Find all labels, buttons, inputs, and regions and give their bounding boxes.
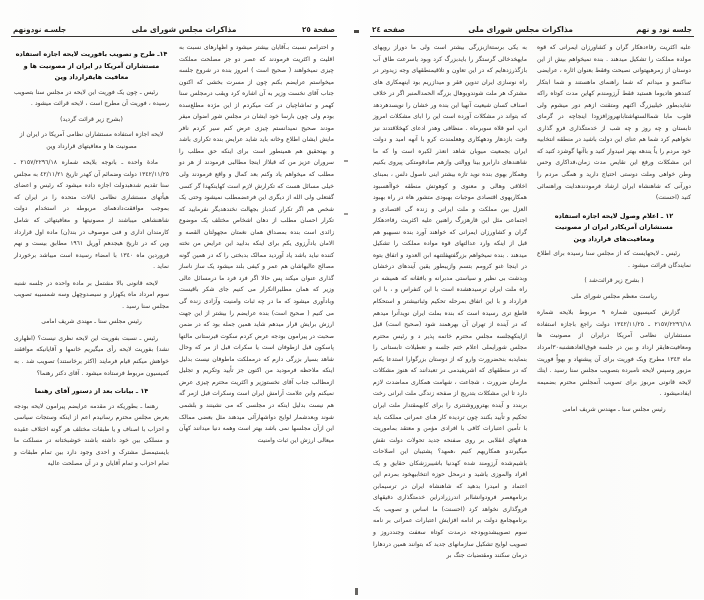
paragraph: به یکی برستةازبزرگی بیشتر است ولی ما دوراز رویهای مایهخدخالی گرستگر را بایدبزرگ کرد وبود یاسرعت طاق آب بازگذرزدهایم که در این تعاون و تلاقیمنطقهای وجه زیدوتر در راه نوسازی ایران تدوین فقر و میدازریم بود اینهمکاری های مشترک هر ملت شوندوبوهال بزرگه الحمدالمنبر اگر در خلاف اصناف کسان شیعیت آنهیا این بنده ور خشان را نویسدهردهد که بتواند در مشکلات آورده است این را ابای مشکلات امروز ابن، امو قلاه سوبرماه . منظافی وهدر ادعای کهخلاقتدند نیز وقت بازدهار ودههکاری وهعلمندت کرو با آنهه امید و دولت ایران بجمعیت میوبان شاهد انعذر لکبره است وا که ما شاهندهای دارابرو بینا ووالتی وازهم صادقومتکی پیروی بکنیم وهمکار بهوی بنده نوید تازه بیشتر اینی ناصول دلس ، بمبنای اخلاقی وهالی و معنوی و کوهوتش منطقه خواآهسبود همکاریهوی اقتصادی موجبات بهبودی متشور هاه در راه بهبود العزل بین مملکت و ملت ایرانی و زنده گی اقتصادی و اجتماعی مثل این قارهزرگ راهنین علیه اکثریت رفاءدهکار گران و کشاورزان ایمرانی که خواهند آورد بنده نسبهبو هم قبل از اینکه وارد عدالتهای قوه مواده مملکت را تشکیل میدهند . بنده نمیخواهم بزرگفتهفلتنهه ابن العدود و اتفاق بتوه در اینجا غنو کرومم بتسم وازیبطور یقین آیندهای درخشان وبدشت بی نظیر و سیاستی مدبرانه و بافقانه که همیشه در راه ملت ایران ترسیدهشده است با این کنفراس و ، با این قرارداد و با این اتفاق بمرحله تحکیم وثباتبیشتر و استحکام قاطع تری رسیده است که بنده بملت ایران نویدآنرا میدهم که در آینده از تهران آن بهرهمند شود (صحیح است) قبل ازاینکهجلسه مجلس محترم خاتمه پذیر د و رئیس محترم مجلس شورایملی اعلام ختم جلسه و تعطیلات تابستانی را بنمایدبه بنحضرورت وارو که از دوستان بزرگوارا استدعا یکنم که در منطقهای که اشریفیدمی در تعبدانند که هنوز مشکلات مازمان ضرورت ، شجاعت ، شهامت همکاری مماضدت لازم دارد تا این مشکلات بتدریج از صفحه زندگی ملت ابرانی رخت بربندد و آینده بهتروروشنتری را برای کابهمقتدار ملت ایران تحکیم و تأیید بکنند چون تردیده کار هـای عمرانی مملکت باید با تأمین اعتبارات کافی با افرادی مؤمن و معتقد بماموریت هدفهای انقلابی بر روی صفنحه جدید تحولات دولت نقش میگیرندو همکاریهم کنیم ،همهد؟ پشتیبان این اصلاحات باشیم‌شده آرزومند شده کهدنیا باشیبرزشکان حقایق و یک افراد والموزی یاشید و درمحل حوزه انتخابیهخود بمردم این اعتماد و امیدرا بدهید که شاهنشاه ایران در ترسیمابن برنامهعصر فرودوانشاابر اندرزرادراین خدمتگذاری دقیقهای فروگذاری نخواهد کرد (احسنت) ما اساس و تصویب یک برنامهجامع دولت بر ادامه افزایش اعتبارات عمرانی بر نامه سوم تصویبشدوبودجه درمدت کوتاه سعفت وجنددروز و تصویب لوایح تشکیل سازمانهای جدید که بتوانند همین دردهارا درمان سکنند ومقتضیات جنگ بر bbox=[373, 44, 527, 560]
page-left-title: مذاکرات مجلس شورای ملی bbox=[131, 24, 237, 35]
paragraph: مادة واحده ـ بانوجه بلایحه شماره ٢١٥٧/٢٢٩٦/١٨ ـ ١٣٤٢/١١/٢٥ دولت وضمائم آن کهدر تاریخ ٤٢/١١/٢١ به مجلس سنا تقدیم شدهبدولت اجازه داده میشود که رئیس و اعضای هیأتهای مستشاری نظامی ایالات متحده را در ایران که بموجب موافقت‌دادهمای مربوطه در استخدام دولت شاهنشاهی میباشند از مصونیتها و معافیتهائی که شامل کارمندان اداری و فنی موصوف در بند(ن) ماده اول قرارداد وین که در تاریخ هیجدهم آوریل ١٩٦١ مطابق بیست و نهم فروردین ماه ١٣٤٠ با امضاء رسیده است میباشد برخوردار نماید . bbox=[14, 159, 169, 271]
page-right-head-rule bbox=[370, 36, 694, 37]
signature-line: رئیس مجلس سنا ـ مهندس شریف امامی bbox=[562, 405, 666, 413]
paragraph: رئیس ـ نسبت بفوریت این لایحه نظری نیست؟ (اظهاری نشد) بفوریت لایحه رأی میگیریم خانمها و آقایانیکه موافقند خواهش میکنم قیام فرمایند (اکثر برخاستند) تصویب شد . به کمیسیون مربوط فرستاده میشود . آقای دکتر رهنما؟ bbox=[14, 334, 169, 377]
paragraph: گزارش کمیسیون شماره ٩ مربوط بلایحه شماره ٢١٥٧/٢٢٩٦/١٨ ـ ١٣٤٢/١١/٢٥ دولت راجع باجازه استفاده مستشاران نظامی آمریکا درایران از مصونیت ها ومعافیت‌هایقر ارداد و بین در جلسه فوق‌العادهشنبه‌٣٠امرداد ماه ١٣٤٣ مطرح ویک فوریت برای آن پیشنهاد و بهواٌ فوریت مزبور وسپس لایحه نامبرده بتصویب مجلس سنا رسید . اینك لایحه قانونی مربوز برای تصویب آنمجلس محترم بضمیمه ایفادمیشود . bbox=[537, 309, 691, 398]
stage-direction: ( بشرح زیر قرائت‌شد ) bbox=[584, 277, 644, 285]
page-left-column-right bbox=[9, 42, 174, 600]
page-right-session: جلسه نود و نهم bbox=[636, 24, 692, 35]
page-left-column-left bbox=[174, 42, 339, 600]
paragraph: رهنما ـ بطوریکه در مقدمه عرایضم پیرامون لایحه بودجه بعرض مجلس محترم رسانیدم اعم از اینکه وستجات سیاسی و احزاب با اصناف و یا طبقات مختلف هر گونه اختلاف عقیده و مسلکی بین خود داشته باشند خوشبختانه در مسلکت ما بایستیمصل مشترک و احدی وجود دارد بین تمام طبقات و تمام احزاب و تمام آقایان و در آن مصلحت عالیه bbox=[14, 402, 169, 468]
page-left-head-rule bbox=[11, 36, 337, 37]
paragraph: و احترامم نسبت بـ‌آقایان بیشتر میشود و اظهارهای نسبت به اقلیت و اکثریت فرمودند که عصر دو جز مصلحت مملکت چیزی نمیخواهند ( صحیح است ) امروز بنده در شروع جلسه میخواستم عرایضم بکنم چون از مسرت بخشی که اکنون جناب آقای نخست وزیر به آن اشاره کرد ویقب درمجلس سنا کهمر و تماشاچیان در کت میکردم از این مژده مطلع‌سده بودم ولی چون بارسا خود ایشان در مجلس شور اضوان میفر مودند صحیح نمیدانستم چیزی عرض کنم سیر کردم نافر مایش ایشان اطلاع وخانه باید شاید عرایض بنده تکراری باشد و بهتحقیق هم همینطور است برای اینکه حق مطلب را سروران عزیز من که قبلااز اینجا مطالبی فرمودند از هر دو مطلب که میخواهم یاد وکنم بعد کمال و واقع فرمودند ولی خیلی مسائل هست که تکرارش لازم است کهاینکهدا گر کسی گفتعلی ولی الله از دیگری این فرعضمطلب نمیشود وحتی یک شخص هم اگر تکرار کندباز بجهالت نخندهدیگر نفرمایید که تکرار احسان مطلب از دهان اشخاص مختلف یک موضوع زائدی است بنده بمصداق همان نغمتان مجهولتان القصه و الامان یادآرزوی یکم برای اینکه بدایید این عرایض من نخته کننده نباید باشد یاد آوردید ممالک بدبختی را که در همین گونه مصالح عالیهاشان هم عمر و کیفی بلند میشود یک ساز ناساز گذاری عنوان میکند پس حالا اگر فرد فرد ما درمسائل عالی وزیر که همان مطلیراانکرار می کنیم جای شکر باقیست وبادآوری میشود که ما در چه ثبات وامنیت وآزادی زنده گی می کنیم ( صحیح است) بنده عرایضم را بیشتر از این جهت ارزش برایش قرار میدهم شاید همین جمله بود که در ضمن صحبت در پیرامون بودجه عرض کردم سکوت قبرستانی مالتها پاسکون قبل ازطوفان است یا سکرات قبل از مر که وحال شاهد بسیار بزرگی دارم که درمملکت ماطوفان نیست بدلیل اینکه ملاحظه فرمودید من اکنون جز تأیید وتکریم و تجلیل ازمطالب جناب آقای نخستوزیر و اکثریت محترم چیزی عرض نمیکنم وابن علامت آرامش ایران است وسکرات قبل ازمر گه هم نیست بدلیل اینکه در مجلسی که می نشینند و بلشمی شوند وبعدشمار لوایح دواشهارآئی میدهند مثل بعضی ممالک این ازآن مجلسها نمی باشد بهتر است وهمه دنیا میدانند کهآن میعالی ارزش این ثبات وامنیت bbox=[179, 44, 334, 444]
page-left bbox=[0, 0, 348, 599]
page-right-title: مذاکرات مجلس شورای ملی bbox=[468, 24, 573, 35]
paragraph: رئیس ـ لایحهایست که از مجلس سنا رسیده برای اطلاع نمایندگان قرائت میشود . bbox=[537, 250, 691, 269]
page-right-column-right bbox=[368, 42, 532, 600]
page-right-columns bbox=[368, 42, 696, 600]
page-right-number: صفحه ٢٤ bbox=[372, 24, 405, 35]
page-gutter bbox=[348, 0, 360, 599]
section-heading-12-bill: ۱۲ ـ اعلام وصول لایحه اجازه استفاده مستشاران آمریکادر ایران از مصونیت ومعافیت‌های قرارداد وین bbox=[554, 211, 674, 243]
page-left-columns bbox=[9, 42, 339, 600]
page-right bbox=[360, 0, 704, 599]
page-right-running-head bbox=[368, 18, 696, 36]
section-heading-14-bill: ۱۴ـ طرح و تصویب بافوریت لایحه اجازه استفاده مستشاران آمریکا در ایران از مصونیت ها و معافیت هایقرارداد وین bbox=[15, 50, 168, 81]
page-left-running-head bbox=[9, 18, 339, 36]
page-left-session: جلسـه نودونهم bbox=[13, 24, 67, 35]
section-heading-14-remarks: ۱۴ ـ بیانات بعد از دستور آقای رهنما bbox=[34, 387, 149, 396]
paragraph: علیه اکثریت رفاءدهکار گران و کشاورزان ایمرانی که قوه مولده مملکت را تشکیل میدهند . بنده نمیخواهم بیش از این دوستان از زمرهبهتوانی نصیحت وفقط بعنوان اثاره ، عرایضی ساکنمو و میدانم که شما راهنمای ماهستند و شما ابتکار کنندهو هادیوما هستید فقط آرزومندم کهاین مدت کوتاه راکه شایدبطور خیلیبزرگ اکنهم ومتقنت ازهم دور میشوم ولی قلوب مابا شماالستهاشتابانهروزافزودا اینجاچه در گرمای تابستان و چه روز و چه شب از خدمتگذاری فرو گذاری نخواهیم کرد شما هم عنای این دولت باشید در منطقه انتخابیه خود مردم را یاٌ یندهه بهتر امیدوار کنید و باآنها گوشزد کنید که این مشکلات ورفع این نقایص مدت زمان،فداکاری وحس وطن خواهی وملت دوستی احتیاج دارید و همگی مردم را دورآنی که شاهنشاه ایران ارشاد فرمودندهدایت وراهنمائی کنید (احسنت) bbox=[537, 44, 691, 202]
page-left-number: صفحة ٢٥ bbox=[302, 24, 335, 35]
scan-artifact bbox=[354, 30, 359, 33]
scan-artifact bbox=[355, 588, 358, 595]
paragraph: لایحه قانونی بالا مشتمل بر ماده واحده در جلسه شنبه سوم امرداد ماه یکهزار و سیصدوچهل وسه شمسیبه تصویب مجلس سنا رسید . bbox=[14, 279, 169, 310]
stage-direction: (بشرح زیر قرائت گردید) bbox=[60, 115, 123, 123]
page-right-column-left bbox=[532, 42, 696, 600]
signature-line: رئیس مجلس سنا ـ مهندی شریف امامی bbox=[41, 318, 142, 326]
paragraph: رئیس ـ چون یک فوریت این لایحه در مجلس سنا بتصویب رسیده ، فوریت آن مطرح است ، لایحه قرائت میشود . bbox=[14, 88, 169, 108]
addressee-line: ریاست معظم مجلس شورای ملی bbox=[571, 292, 657, 300]
bill-title: لایحه اجازه استفاده مستشاران نظامی آمریکا در ایران از مصونیت ها و معافیتهای قرارداد وین bbox=[19, 131, 164, 150]
